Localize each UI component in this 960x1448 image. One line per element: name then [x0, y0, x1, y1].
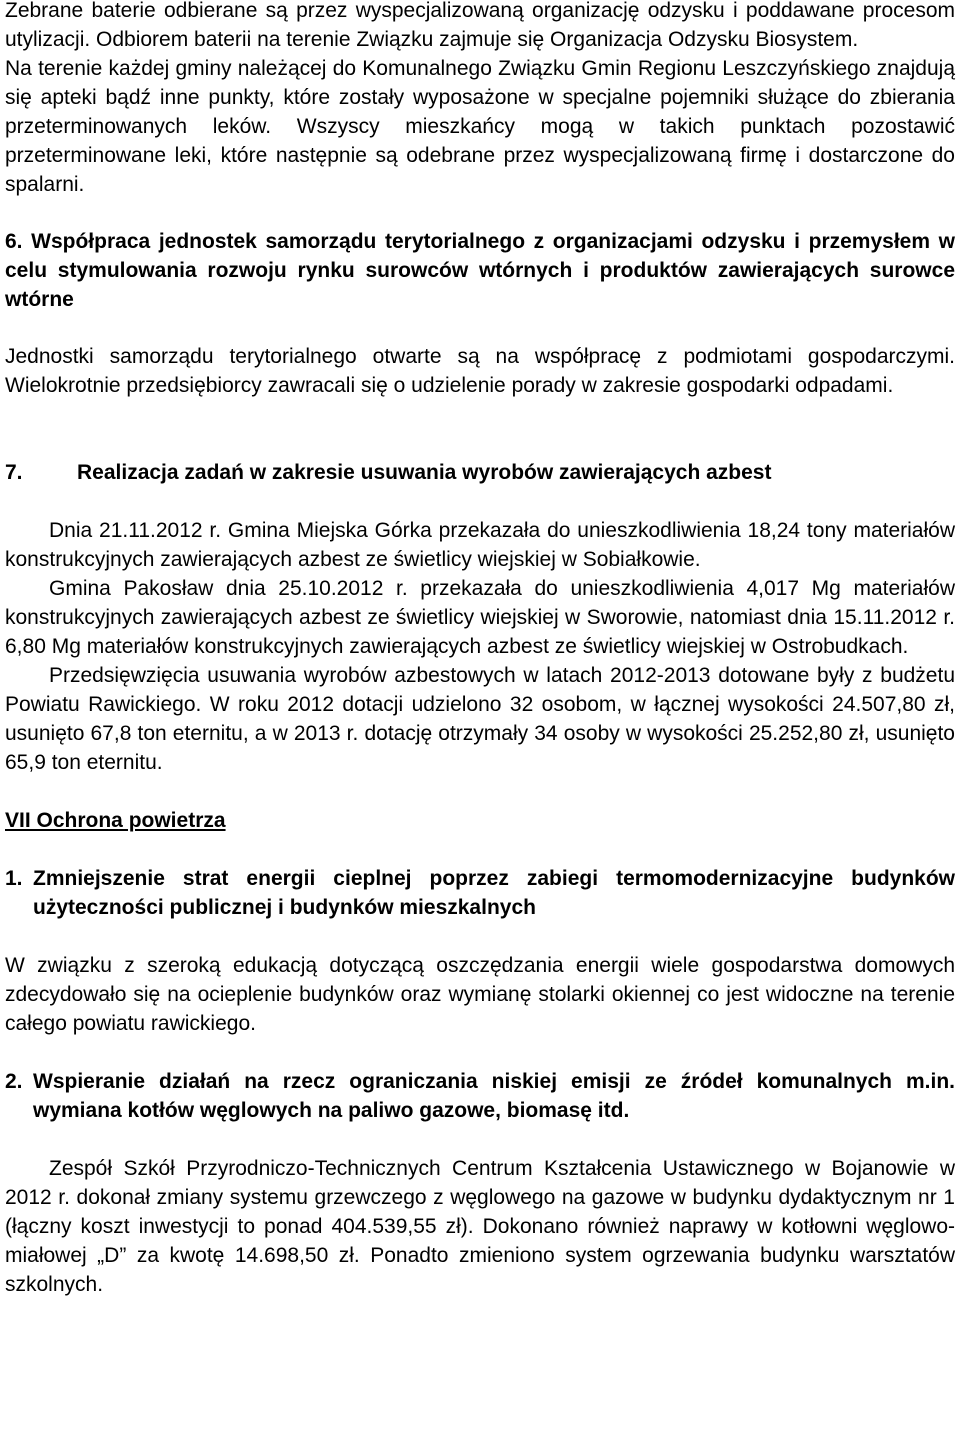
heading-subsection-1 [5, 864, 955, 922]
heading-section-7-text: Realizacja zadań w zakresie usuwania wyrobów zawierających azbest [77, 461, 772, 484]
heading-subsection-2-number: 2. [5, 1070, 23, 1093]
heading-subsection-1-text: Zmniejszenie strat energii cieplnej poprzez zabiegi termomodernizacyjne budynków użyteczności publicznej i budynków mieszkalnych [33, 867, 955, 919]
paragraph-energy-saving: W związku z szeroką edukacją dotyczącą oszczędzania energii wiele gospodarstwa domowych zdecydowało się na ocieplenie budynków oraz wymianę stolarki okiennej co jest widoczne na terenie całego powiatu rawickiego. [5, 954, 955, 1035]
paragraph-gorka-asbestos: Dnia 21.11.2012 r. Gmina Miejska Górka przekazała do unieszkodliwienia 18,24 tony materiałów konstrukcyjnych zawierających azbest ze świetlicy wiejskiej w Sobiałkowie. [5, 519, 955, 571]
paragraph-medicines: Na terenie każdej gminy należącej do Komunalnego Związku Gmin Regionu Leszczyńskiego znajdują się apteki bądź inne punkty, które zostały wyposażone w specjalne pojemniki służące do zbierania przeterminowanych leków. Wszyscy mieszkańcy mogą w takich punktach pozostawić przeterminowane leki, które następnie są odebrane przez wyspecjalizowaną firmę i dostarczone do spalarni. [5, 57, 955, 196]
paragraph-cooperation: Jednostki samorządu terytorialnego otwarte są na współpracę z podmiotami gospodarczymi. Wielokrotnie przedsiębiorcy zawracali się o udzielenie porady w zakresie gospodarki odpadami. [5, 345, 955, 397]
heading-section-7 [5, 458, 955, 487]
heading-subsection-2 [5, 1067, 955, 1125]
heading-section-6: 6. Współpraca jednostek samorządu terytorialnego z organizacjami odzysku i przemysłem w celu stymulowania rozwoju rynku surowców wtórnych i produktów zawierających surowce wtórne [5, 230, 955, 311]
paragraph-pakoslaw-asbestos: Gmina Pakosław dnia 25.10.2012 r. przekazała do unieszkodliwienia 4,017 Mg materiałów konstrukcyjnych zawierających azbest ze świetlicy wiejskiej w Sworowie, natomiast dnia 15.11.2012 r. 6,80 Mg materiałów konstrukcyjnych zawierających azbest ze świetlicy wiejskiej w Ostrobudkach. [5, 577, 955, 658]
paragraph-bojanowo-heating: Zespół Szkół Przyrodniczo-Technicznych Centrum Kształcenia Ustawicznego w Bojanowie w 2012 r. dokonał zmiany systemu grzewczego z węglowego na gazowe w budynku dydaktycznym nr 1 (łączny koszt inwestycji to ponad 404.539,55 zł). Dokonano również naprawy w kotłowni węglowo-miałowej „D” za kwotę 14.698,50 zł. Ponadto zmieniono system ogrzewania budynku warsztatów szkolnych. [5, 1157, 955, 1296]
document-page [5, 0, 955, 1299]
heading-subsection-1-number: 1. [5, 867, 23, 890]
paragraph-rawicki-subsidies: Przedsięwzięcia usuwania wyrobów azbestowych w latach 2012-2013 dotowane były z budżetu Powiatu Rawickiego. W roku 2012 dotacji udzielono 32 osobom, w łącznej wysokości 24.507,80 zł, usunięto 67,8 ton eternitu, a w 2013 r. dotację otrzymały 34 osoby w wysokości 25.252,80 zł, usunięto 65,9 ton eternitu. [5, 664, 955, 774]
heading-section-7-number: 7. [5, 461, 23, 484]
heading-chapter-vii: VII Ochrona powietrza [5, 809, 226, 832]
paragraph-batteries: Zebrane baterie odbierane są przez wyspecjalizowaną organizację odzysku i poddawane procesom utylizacji. Odbiorem baterii na terenie Związku zajmuje się Organizacja Odzysku Biosystem. [5, 0, 955, 51]
heading-subsection-2-text: Wspieranie działań na rzecz ograniczania niskiej emisji ze źródeł komunalnych m.in. wymiana kotłów węglowych na paliwo gazowe, biomasę itd. [33, 1070, 955, 1122]
